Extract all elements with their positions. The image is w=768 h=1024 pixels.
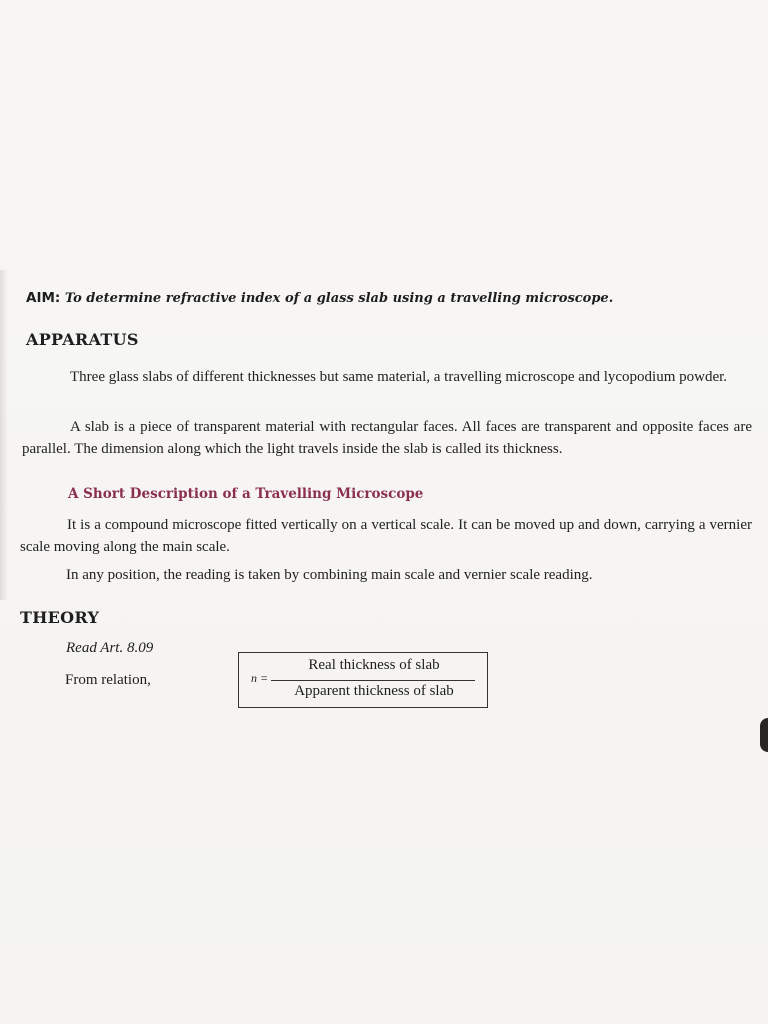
binding-mark — [760, 718, 768, 752]
read-art-reference: Read Art. 8.09 — [66, 640, 154, 656]
apparatus-paragraph-2: A slab is a piece of transparent material with rectangular faces. All faces are transparent and opposite faces are parallel. The dimension along which the light travels inside the slab is called its thickness. — [22, 419, 752, 457]
page-edge-shadow — [0, 270, 8, 600]
from-relation-text: From relation, — [65, 672, 151, 688]
formula-denominator: Apparent thickness of slab — [294, 683, 454, 699]
reading-paragraph: In any position, the reading is taken by combining main scale and vernier scale reading. — [66, 567, 593, 583]
apparatus-heading: APPARATUS — [26, 330, 139, 349]
refractive-index-formula-box — [238, 652, 488, 708]
aim-line — [26, 290, 726, 306]
aim-label: AIM: — [26, 290, 61, 306]
theory-heading: THEORY — [20, 608, 100, 627]
aim-text: To determine refractive index of a glass slab using a travelling microscope. — [64, 291, 614, 306]
apparatus-paragraph-1: Three glass slabs of different thicknesses but same material, a travelling microscope and lycopodium powder. — [70, 369, 728, 385]
microscope-description-paragraph: It is a compound microscope fitted vertically on a vertical scale. It can be moved up and down, carrying a vernier scale moving along the main scale. — [20, 517, 752, 555]
formula-numerator: Real thickness of slab — [308, 657, 440, 673]
fraction-bar — [271, 680, 475, 681]
formula-lhs: n = — [251, 671, 269, 685]
travelling-microscope-subheading: A Short Description of a Travelling Microscope — [68, 486, 424, 502]
